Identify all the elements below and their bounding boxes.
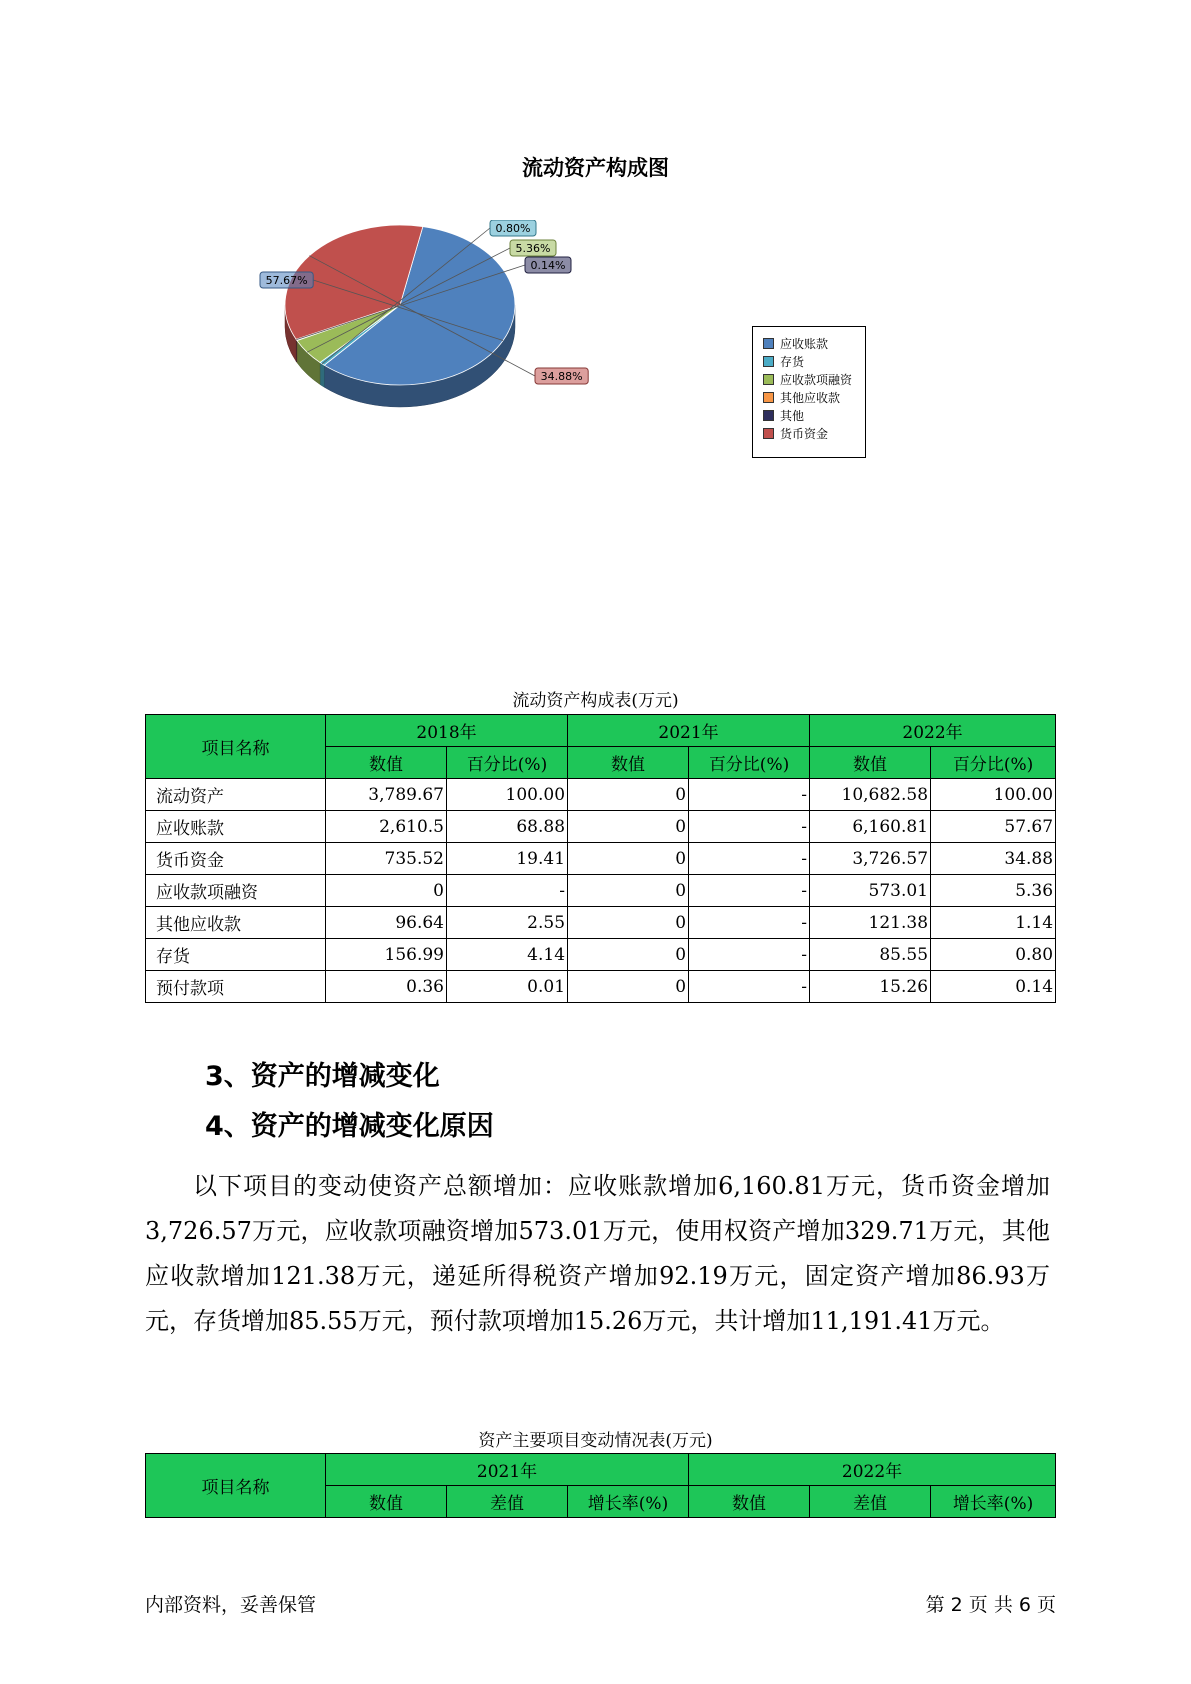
table-cell: 1.14 [931,907,1056,939]
table-cell: 156.99 [326,939,447,971]
table2-caption: 资产主要项目变动情况表(万元) [478,1431,713,1451]
table-cell: 34.88 [931,843,1056,875]
table-cell: - [689,843,810,875]
item-name-header: 项目名称 [146,1454,326,1518]
row-label: 预付款项 [146,971,326,1003]
sub-header: 数值 [326,747,447,779]
year-header: 2018年 [326,715,568,747]
year-header: 2022年 [689,1454,1056,1486]
table-row [146,939,1056,971]
table-cell: 68.88 [447,811,568,843]
table-cell: 4.14 [447,939,568,971]
sub-header: 数值 [326,1486,447,1518]
table-row [146,971,1056,1003]
table-cell: - [689,779,810,811]
table-cell: 735.52 [326,843,447,875]
table-cell: 2.55 [447,907,568,939]
table-cell: 96.64 [326,907,447,939]
legend-swatch-receivables-financing [763,374,774,385]
table-cell: 5.36 [931,875,1056,907]
legend-label: 存货 [780,355,805,369]
table-cell: 0 [568,843,689,875]
asset-changes-table [145,1453,1056,1518]
sub-header: 百分比(%) [931,747,1056,779]
chart-title: 流动资产构成图 [522,156,669,180]
legend-swatch-inventory [763,356,774,367]
legend-swatch-other-receivables [763,392,774,403]
table-cell: 0.14 [931,971,1056,1003]
legend-item-cash [763,425,828,443]
table-cell: - [447,875,568,907]
year-header: 2021年 [326,1454,689,1486]
table-cell: 0 [568,811,689,843]
sub-header: 增长率(%) [568,1486,689,1518]
pie-chart [220,220,620,450]
table-cell: - [689,971,810,1003]
legend-item-inventory [763,353,804,371]
table-cell: - [689,939,810,971]
body-paragraph: 以下项目的变动使资产总额增加：应收账款增加6,160.81万元，货币资金增加3,726.57万元，应收款项融资增加573.01万元，使用权资产增加329.71万元，其他应收款增加121.38万元，递延所得税资产增加92.19万元，固定资产增加86.93万元，存货增加85.55万元，预付款项增加15.26万元，共计增加11,191.41万元。 [145,1172,1050,1335]
table-row [146,811,1056,843]
table-cell: - [689,907,810,939]
row-label: 其他应收款 [146,907,326,939]
table-cell: 121.38 [810,907,931,939]
table-cell: 3,789.67 [326,779,447,811]
table-cell: 15.26 [810,971,931,1003]
legend-label: 应收账款 [780,337,829,351]
legend-swatch-ar [763,338,774,349]
table-cell: 0 [568,779,689,811]
table-cell: 10,682.58 [810,779,931,811]
data-label: 0.14% [530,259,566,272]
legend-label: 其他 [780,409,805,423]
row-label: 存货 [146,939,326,971]
legend-label: 货币资金 [780,427,829,441]
table1-caption: 流动资产构成表(万元) [512,691,679,711]
sub-header: 数值 [810,747,931,779]
table-cell: 0.80 [931,939,1056,971]
table-cell: 0 [326,875,447,907]
current-assets-table [145,714,1056,1003]
data-label: 57.67% [265,274,308,287]
table-row [146,907,1056,939]
table-cell: 6,160.81 [810,811,931,843]
table-row [146,779,1056,811]
table-cell: 0.01 [447,971,568,1003]
sub-header: 数值 [689,1486,810,1518]
table-cell: - [689,811,810,843]
year-header: 2022年 [810,715,1056,747]
table-row [146,875,1056,907]
data-label: 34.88% [540,370,583,383]
section-heading-4: 4、资产的增减变化原因 [205,1111,494,1142]
legend-label: 其他应收款 [780,391,841,405]
legend-item-receivables-financing [763,371,852,389]
table-cell: 57.67 [931,811,1056,843]
table-cell: 573.01 [810,875,931,907]
row-label: 应收账款 [146,811,326,843]
sub-header: 数值 [568,747,689,779]
item-name-header: 项目名称 [146,715,326,779]
table-cell: 19.41 [447,843,568,875]
table-row [146,843,1056,875]
footer-left: 内部资料，妥善保管 [145,1594,317,1616]
table-cell: 2,610.5 [326,811,447,843]
table-cell: 3,726.57 [810,843,931,875]
row-label: 流动资产 [146,779,326,811]
sub-header: 差值 [447,1486,568,1518]
footer-page-number: 第 2 页 共 6 页 [925,1594,1056,1616]
sub-header: 差值 [810,1486,931,1518]
legend-item-ar [763,335,828,353]
table-cell: 100.00 [447,779,568,811]
table-cell: 0 [568,971,689,1003]
legend-swatch-cash [763,428,774,439]
chart-legend [752,326,866,458]
table-cell: 100.00 [931,779,1056,811]
table-cell: 0 [568,875,689,907]
pie-side-1 [320,362,324,387]
table-cell: 0 [568,939,689,971]
sub-header: 百分比(%) [689,747,810,779]
row-label: 货币资金 [146,843,326,875]
section-heading-3: 3、资产的增减变化 [205,1061,440,1092]
table-cell: 0.36 [326,971,447,1003]
legend-label: 应收款项融资 [780,373,853,387]
legend-swatch-other [763,410,774,421]
year-header: 2021年 [568,715,810,747]
table-cell: 85.55 [810,939,931,971]
table-cell: 0 [568,907,689,939]
table1-body [146,779,1056,1003]
legend-item-other [763,407,804,425]
row-label: 应收款项融资 [146,875,326,907]
data-label: 0.80% [495,222,531,235]
sub-header: 增长率(%) [931,1486,1056,1518]
legend-item-other-receivables [763,389,840,407]
sub-header: 百分比(%) [447,747,568,779]
table-cell: - [689,875,810,907]
data-label: 5.36% [515,242,551,255]
